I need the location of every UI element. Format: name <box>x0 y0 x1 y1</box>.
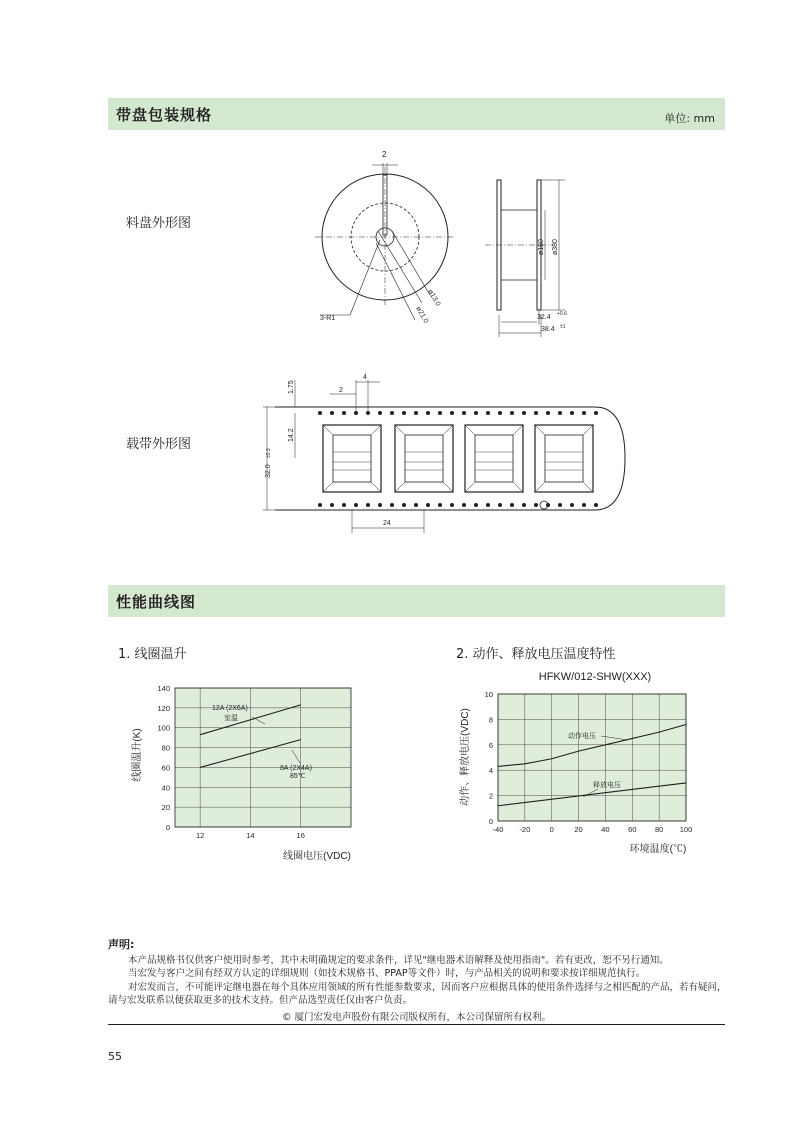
reel-label: 料盘外形图 <box>126 216 192 231</box>
section-title: 性能曲线图 <box>116 593 197 611</box>
chart2-heading: 2. 动作、释放电压温度特性 <box>456 647 616 662</box>
x-tick-label: 80 <box>654 825 664 834</box>
chart-coil-temp-rise <box>130 680 370 865</box>
dim-d21: ø21.0 <box>414 305 430 325</box>
x-tick-label: 16 <box>296 831 305 840</box>
x-axis-label: 环境温度(℃) <box>629 844 687 855</box>
y-tick-label: 140 <box>157 684 170 693</box>
x-tick-label: 60 <box>628 825 637 834</box>
x-axis-label: 线圈电压(VDC) <box>283 851 351 862</box>
carrier-tape-view <box>255 370 635 540</box>
dim-hole-dia: 2 <box>339 387 343 394</box>
section-header-packaging <box>108 98 725 130</box>
y-axis-label: 动作、释放电压(VDC) <box>460 708 471 806</box>
dim-w1-tol: +0.6 <box>557 311 567 317</box>
dim-row: 14.2 <box>288 428 295 442</box>
series-label-2: 释放电压 <box>593 782 621 789</box>
y-tick-label: 8 <box>488 715 493 725</box>
declaration-p1: 本产品规格书仅供客户使用时参考，其中未明确规定的要求条件，详见"继电器术语解释及使用指南"。若有更改，恕不另行通知。 <box>128 954 669 966</box>
y-tick-label: 2 <box>488 791 493 801</box>
dim-width: 32.0 <box>265 464 272 478</box>
y-axis-label: 线圈温升(K) <box>132 728 143 782</box>
series-label-1: 12A (2X6A) <box>212 705 248 712</box>
x-tick-label: -20 <box>519 825 531 834</box>
x-tick-label: 40 <box>601 825 610 834</box>
dim-corner: 3-R1 <box>320 315 336 322</box>
reel-side-view <box>485 175 575 340</box>
plot-area <box>175 688 351 827</box>
section-title: 带盘包装规格 <box>116 106 213 124</box>
dim-edge: 1.75 <box>288 380 295 394</box>
y-tick-label: 120 <box>157 703 170 713</box>
footer-divider <box>108 1024 725 1025</box>
x-tick-label: 0 <box>549 825 554 834</box>
series-note-1: 室温 <box>224 715 238 722</box>
dim-slot: 2 <box>382 150 387 159</box>
unit-label: 单位: mm <box>664 112 715 125</box>
page-number: 55 <box>108 1050 122 1063</box>
series-label-1: 动作电压 <box>568 733 596 740</box>
x-tick-label: -40 <box>492 825 504 834</box>
declaration-heading: 声明: <box>108 938 135 951</box>
section-header-curves <box>108 585 725 617</box>
dim-w2-tol: ±1 <box>560 324 566 330</box>
sprocket-holes-top <box>318 411 598 415</box>
dim-width-tol: ±0.3 <box>266 448 272 458</box>
dim-d13: ø13.0 <box>426 288 442 308</box>
copyright: © 厦门宏发电声股份有限公司版权所有，本公司保留所有权利。 <box>281 1012 552 1023</box>
y-tick-label: 10 <box>484 690 493 699</box>
y-tick-label: 80 <box>161 743 170 753</box>
chart-pick-release-voltage <box>458 667 708 862</box>
x-tick-label: 14 <box>246 831 255 840</box>
y-tick-label: 100 <box>157 723 170 733</box>
dim-hole-pitch: 4 <box>363 374 367 381</box>
y-tick-label: 0 <box>165 823 170 832</box>
declaration-p3: 对宏发而言，不可能评定继电器在每个具体应用领域的所有性能参数要求，因而客户应根据具体的使用条件选择与之相匹配的产品，若有疑问，请与宏发联系以便获取更多的技术支持。但产品选型责任仅由客户负责。 <box>108 981 727 1006</box>
chart-title: HFKW/012-SHW(XXX) <box>538 671 652 683</box>
reel-front-view <box>310 145 460 335</box>
dim-d150: ø150 <box>538 239 545 255</box>
tape-label: 载带外形图 <box>126 437 192 452</box>
dim-d380: ø380 <box>552 239 559 255</box>
y-tick-label: 6 <box>488 740 493 750</box>
dim-w2: 38.4 <box>541 326 555 333</box>
series-note-2: 85℃ <box>290 773 306 780</box>
sprocket-holes-bottom <box>318 503 598 507</box>
declaration <box>108 938 728 1008</box>
x-tick-label: 12 <box>195 831 205 840</box>
declaration-p2: 当宏发与客户之间有经双方认定的详细规则（如技术规格书、PPAP等文件）时，与产品相关的说明和要求按详细规范执行。 <box>128 968 646 979</box>
series-label-2: 8A (2X4A) <box>280 765 312 772</box>
y-tick-label: 60 <box>161 763 170 773</box>
x-tick-label: 100 <box>679 825 693 834</box>
chart1-heading: 1. 线圈温升 <box>118 647 187 662</box>
tape-pockets <box>323 425 593 492</box>
x-tick-label: 20 <box>574 825 583 834</box>
y-tick-label: 4 <box>488 766 493 776</box>
y-tick-label: 40 <box>161 783 170 793</box>
y-tick-label: 0 <box>488 817 493 826</box>
dim-w1: 32.4 <box>537 314 551 321</box>
y-tick-label: 20 <box>161 803 170 813</box>
dim-pitch: 24 <box>383 520 391 527</box>
